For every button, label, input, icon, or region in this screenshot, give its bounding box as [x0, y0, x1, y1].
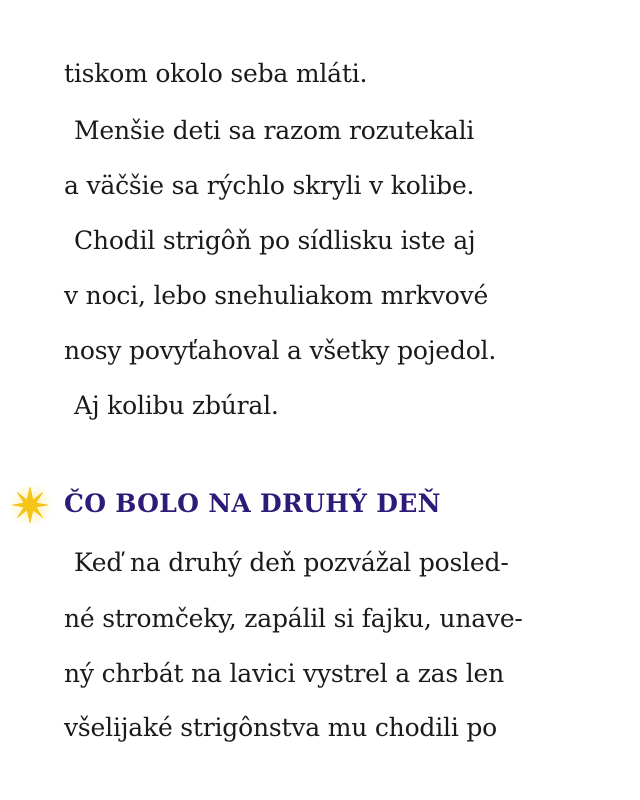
section-heading-row [0, 485, 640, 525]
text-line: né stromčeky, zapálil si fajku, unave- [64, 604, 523, 633]
text-line: tiskom okolo seba mláti. [64, 59, 368, 88]
text-line: všelijaké strigônstva mu chodili po [64, 713, 498, 742]
text-line: a väčšie sa rýchlo skryli v kolibe. [64, 171, 475, 200]
section-title: ČO BOLO NA DRUHÝ DEŇ [64, 489, 441, 518]
text-line: Menšie deti sa razom rozutekali [74, 116, 475, 145]
text-line: ný chrbát na lavici vystrel a zas len [64, 659, 505, 688]
text-line: Keď na druhý deň pozvážal posled- [74, 548, 509, 577]
star-icon [10, 485, 50, 525]
text-line: Aj kolibu zbúral. [74, 391, 279, 420]
text-line: Chodil strigôň po sídlisku iste aj [74, 226, 476, 255]
text-line: nosy povyťahoval a všetky pojedol. [64, 336, 497, 365]
text-line: v noci, lebo snehuliakom mrkvové [64, 281, 489, 310]
